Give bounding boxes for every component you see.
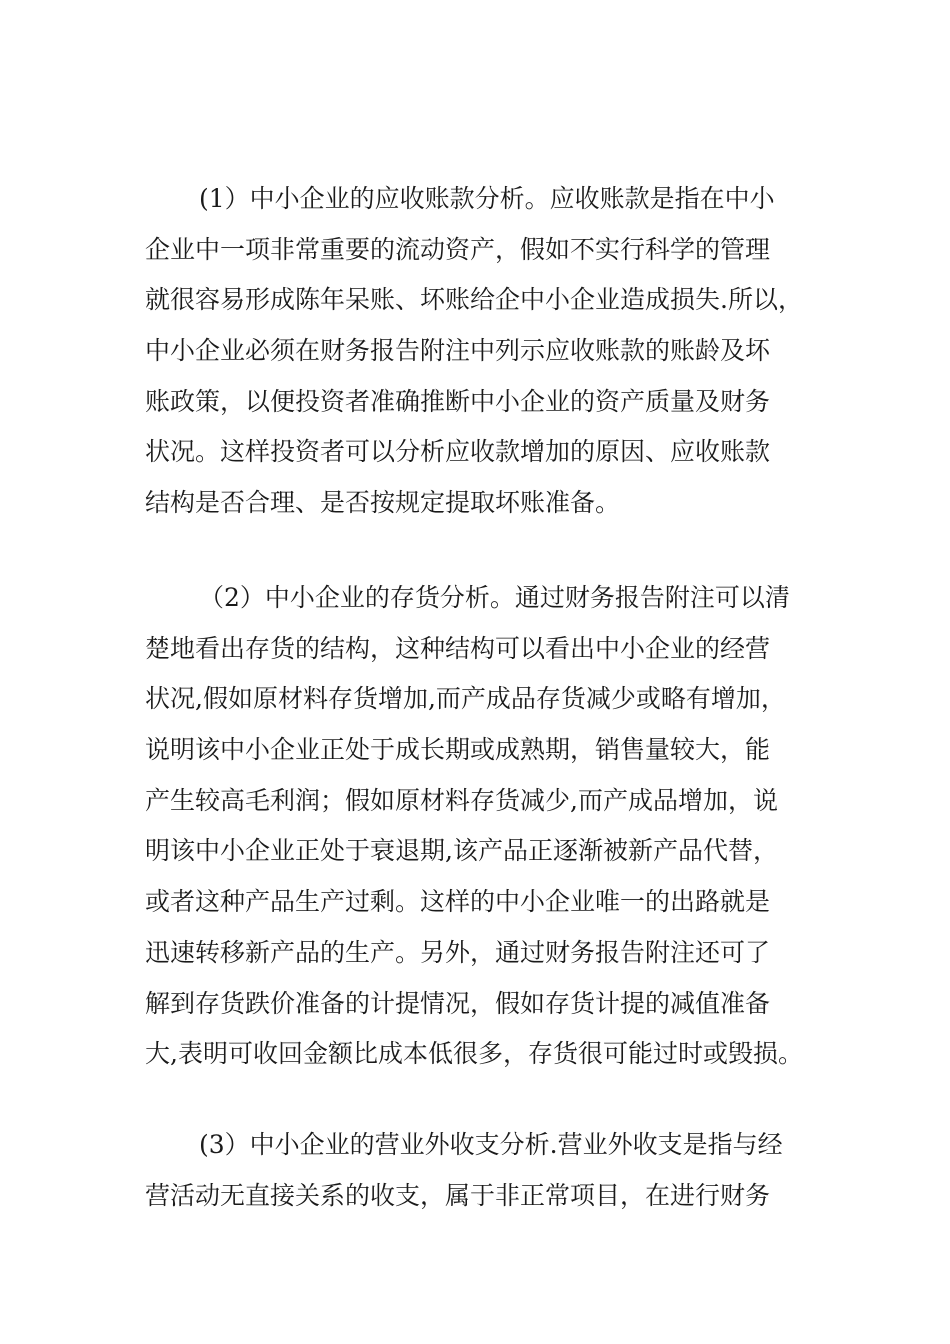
paragraph-line: 楚地看出存货的结构，这种结构可以看出中小企业的经营 xyxy=(145,633,771,663)
paragraph-non-operating-analysis xyxy=(145,1120,825,1221)
paragraph-inventory-analysis xyxy=(145,573,825,1131)
paragraph-line: 或者这种产品生产过剩。这样的中小企业唯一的出路就是 xyxy=(145,887,771,917)
paragraph-line: 说明该中小企业正处于成长期或成熟期，销售量较大，能 xyxy=(145,735,771,765)
paragraph-line: (1）中小企业的应收账款分析。应收账款是指在中小 xyxy=(199,184,775,213)
paragraph-line: 企业中一项非常重要的流动资产，假如不实行科学的管理 xyxy=(145,234,771,264)
paragraph-line: 解到存货跌价准备的计提情况，假如存货计提的减值准备 xyxy=(145,988,771,1018)
paragraph-line: 产生较高毛利润；假如原材料存货减少,而产成品增加，说 xyxy=(145,785,778,815)
paragraph-line: 状况。这样投资者可以分析应收款增加的原因、应收账款 xyxy=(145,437,771,467)
paragraph-line: （2）中小企业的存货分析。通过财务报告附注可以清 xyxy=(199,583,790,612)
paragraph-line: 明该中小企业正处于衰退期,该产品正逐渐被新产品代替， xyxy=(145,836,778,866)
paragraph-line: 迅速转移新产品的生产。另外，通过财务报告附注还可了 xyxy=(145,937,771,967)
paragraph-receivables-analysis xyxy=(145,174,825,529)
paragraph-line: 中小企业必须在财务报告附注中列示应收账款的账龄及坏 xyxy=(145,336,771,366)
paragraph-line: (3）中小企业的营业外收支分析.营业外收支是指与经 xyxy=(199,1130,783,1159)
paragraph-line: 大,表明可收回金额比成本低很多，存货很可能过时或毁损。 xyxy=(145,1039,803,1069)
paragraph-line: 账政策，以便投资者准确推断中小企业的资产质量及财务 xyxy=(145,386,771,416)
paragraph-line: 就很容易形成陈年呆账、坏账给企中小企业造成损失.所以， xyxy=(145,285,803,315)
paragraph-line: 营活动无直接关系的收支，属于非正常项目，在进行财务 xyxy=(145,1180,771,1210)
paragraph-line: 状况,假如原材料存货增加,而产成品存货减少或略有增加， xyxy=(145,684,786,714)
paragraph-line: 结构是否合理、是否按规定提取坏账准备。 xyxy=(145,488,621,518)
